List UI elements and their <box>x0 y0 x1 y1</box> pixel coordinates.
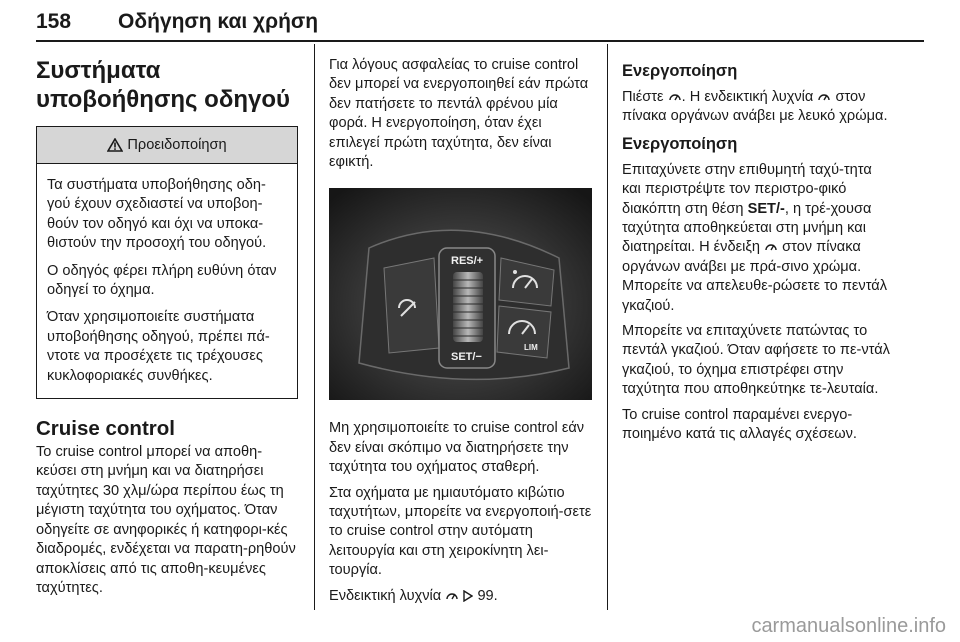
text-run: . Η ενδεικτική λυχνία <box>681 89 814 105</box>
warning-triangle-icon <box>107 138 123 152</box>
column-divider <box>314 44 315 610</box>
body-paragraph: Στα οχήματα με ημιαυτόματο κιβώτιο ταχυτήτων, μπορείτε να ενεργοποιή-σετε το cruise control στην αυτόματη λειτουργία και στη χειροκίνητη λει-τουργία. <box>329 484 592 579</box>
running-title: Οδήγηση και χρήση <box>118 10 319 33</box>
text-run: , η τρέ-χουσα ταχύτητα αποθηκεύεται στη μνήμη και διατηρείται. Η ένδειξη <box>622 200 872 256</box>
watermark: carmanualsonline.info <box>751 615 946 637</box>
res-label: RES/+ <box>451 255 484 268</box>
reference-prefix: Ενδεικτική λυχνία <box>329 587 442 604</box>
intro-paragraph: Για λόγους ασφαλείας το cruise control δεν μπορεί να ενεργοποιηθεί εάν πρώτα δεν πατήσετε το πεντάλ φρένου μία φορά. Η ενεργοποίηση, όταν έχει επιλεγεί πρώτη ταχύτητα, δεν είναι εφικτή. <box>329 57 589 171</box>
body-paragraph: Μπορείτε να επιταχύνετε πατώντας το πεντάλ γκαζιού. Όταν αφήσετε το πε-ντάλ γκαζιού, το όχημα επιστρέφει στην ταχύτητα που αποθηκεύτηκε τε-λευταία. <box>622 323 890 398</box>
text-run: στον πίνακα οργάνων ανάβει με πρά-σινο χρώμα. Μπορείτε να απελευθε-ρώσετε το πεντάλ γκαζιού. <box>622 239 888 314</box>
body-paragraph <box>622 88 892 127</box>
cruise-control-indicator-icon <box>445 589 459 602</box>
text-run: Επιταχύνετε στην επιθυμητή ταχύ-τητα και περιστρέψτε τον περιστρο-φικό διακόπτη στη θέση <box>622 161 872 217</box>
page-header <box>36 2 924 42</box>
set-button-label: SET/- <box>747 200 785 217</box>
subheading: Ενεργοποίηση <box>622 134 738 153</box>
subsection-title: Cruise control <box>36 417 175 441</box>
lim-label: LIM <box>524 343 538 353</box>
subheading: Ενεργοποίηση <box>622 62 738 80</box>
cruise-control-switch-photo <box>329 188 592 400</box>
page-reference-arrow-icon <box>463 590 473 602</box>
warning-heading: Προειδοποίηση <box>127 137 227 153</box>
warning-body <box>37 164 297 398</box>
column-2 <box>329 56 592 612</box>
warning-paragraph: Όταν χρησιμοποιείτε συστήματα υποβοήθησης οδηγού, πρέπει πά-ντοτε να προσέχετε τις τρέχουσες κυκλοφοριακές συνθήκες. <box>47 309 270 384</box>
cruise-control-indicator-icon <box>764 240 778 253</box>
cruise-control-button-icon <box>668 90 682 103</box>
page-reference: 99. <box>477 587 498 604</box>
column-3 <box>622 56 892 451</box>
body-paragraph <box>622 161 892 316</box>
column-1 <box>36 56 298 604</box>
body-paragraph: Το cruise control παραμένει ενεργο-ποιημένο κατά τις αλλαγές σχέσεων. <box>622 406 857 443</box>
reference-paragraph <box>329 587 592 606</box>
warning-box <box>36 126 298 399</box>
warning-header <box>37 127 297 164</box>
warning-paragraph: Ο οδηγός φέρει πλήρη ευθύνη όταν οδηγεί το όχημα. <box>47 262 277 299</box>
page-number: 158 <box>36 10 72 33</box>
text-run: Πιέστε <box>622 89 664 105</box>
warning-paragraph: Τα συστήματα υποβοήθησης οδη-γού έχουν σχεδιαστεί να υποβοη-θούν τον οδηγό και όχι να υποκα-θιστούν την προσοχή του οδηγού. <box>47 177 267 252</box>
text-run: στον πίνακα οργάνων ανάβει με λευκό χρώμα. <box>622 89 888 125</box>
set-label: SET/− <box>451 351 482 364</box>
header-rule <box>36 40 924 42</box>
section-title: Συστήματα υποβοήθησης οδηγού <box>36 57 291 113</box>
body-paragraph: Το cruise control μπορεί να αποθη-κεύσει στη μνήμη και να διατηρήσει ταχύτητες 30 χλμ/ώρα περίπου έως τη μέγιστη ταχύτητα του οχήματος. Όταν οδηγείτε σε ανηφορικές ή κατηφορι-κές διαδρομές, ενδέχεται να παρατη-ρηθούν αποκλίσεις από τις αποθη-κευμένες ταχύτητες. <box>36 444 296 596</box>
column-divider <box>607 44 608 610</box>
cruise-control-indicator-icon <box>817 90 831 103</box>
body-paragraph: Μη χρησιμοποιείτε το cruise control εάν δεν είναι σκόπιμο να διατηρήσετε την ταχύτητα του οχήματος σταθερή. <box>329 420 585 476</box>
